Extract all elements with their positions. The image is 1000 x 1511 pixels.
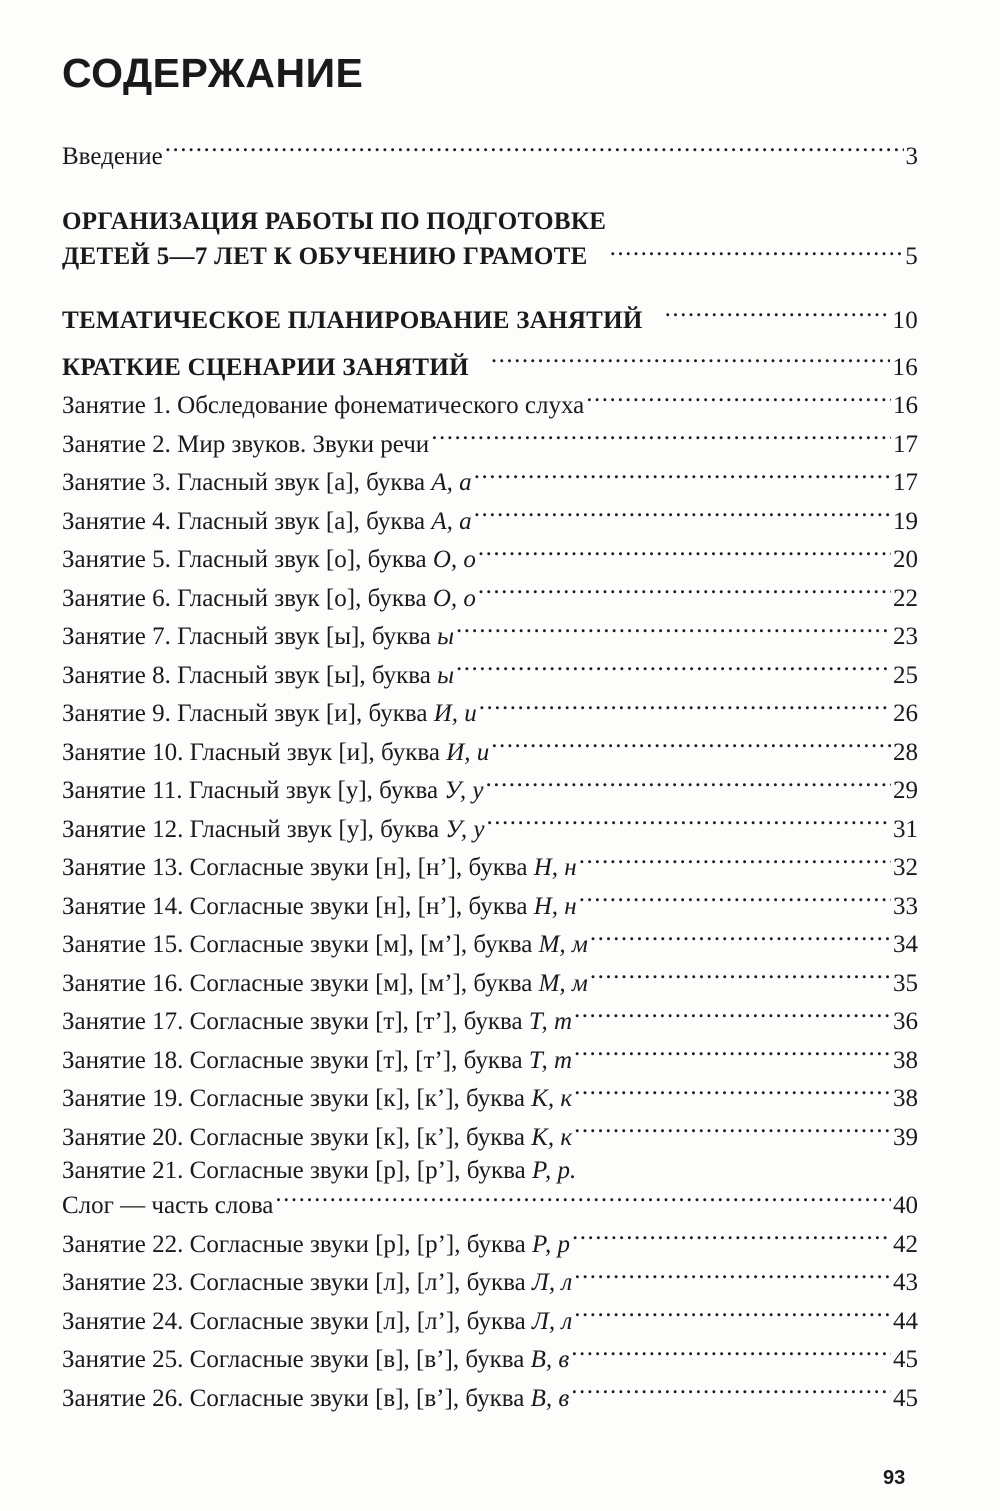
toc-entry-page: 16	[892, 353, 918, 381]
toc-section-line2	[62, 237, 918, 269]
toc-entry-label: Занятие 14. Согласные звуки [н], [н’], буква Н, н	[62, 892, 577, 920]
toc-entry-page: 20	[893, 546, 918, 573]
toc-entry-label: Занятие 7. Гласный звук [ы], буква ы	[62, 623, 455, 650]
toc-entry-label: Занятие 16. Согласные звуки [м], [м’], буква М, м	[62, 969, 588, 997]
toc-entry-label: Занятие 20. Согласные звуки [к], [к’], буква К, к	[62, 1123, 573, 1151]
toc-entry-label: Занятие 13. Согласные звуки [н], [н’], буква Н, н	[62, 854, 577, 881]
dot-leader	[579, 886, 891, 914]
toc-section-label: КРАТКИЕ СЦЕНАРИИ ЗАНЯТИЙ	[62, 353, 469, 381]
toc-entry-label: Занятие 15. Согласные звуки [м], [м’], буква М, м	[62, 931, 588, 958]
letter-pair: ы	[437, 623, 455, 650]
toc-lesson-entry	[62, 1117, 918, 1156]
dot-leader	[571, 1378, 891, 1406]
dot-leader	[456, 655, 891, 683]
toc-lesson-entry	[62, 424, 918, 463]
page-title: СОДЕРЖАНИЕ	[62, 50, 364, 96]
letter-pair: М, м	[538, 931, 588, 958]
toc-lesson-entry	[62, 1002, 918, 1041]
toc-entry-page: 36	[893, 1008, 918, 1035]
letter-pair: И, и	[433, 700, 477, 727]
toc-entry-intro	[62, 136, 918, 175]
letter-pair: В, в	[530, 1346, 570, 1373]
letter-pair: О, о	[432, 584, 476, 612]
toc-entry-page: 17	[893, 469, 918, 496]
toc-entry-page: 34	[893, 931, 918, 958]
dot-leader	[574, 1040, 891, 1068]
toc-entry-page: 42	[893, 1230, 918, 1258]
toc-lesson-21-line1	[62, 1156, 918, 1186]
toc-entry-label: Занятие 21. Согласные звуки [р], [р’], буква Р, р.	[62, 1156, 577, 1184]
toc-section-scenarios	[62, 347, 918, 386]
letter-pair: ы	[437, 661, 455, 689]
toc-lesson-21-line2	[62, 1186, 918, 1225]
toc-entry-label: Занятие 23. Согласные звуки [л], [л’], буква Л, л	[62, 1269, 573, 1296]
toc-entry-page: 39	[893, 1123, 918, 1151]
toc-lesson-21	[62, 1156, 918, 1225]
toc-section-label: ТЕМАТИЧЕСКОЕ ПЛАНИРОВАНИЕ ЗАНЯТИЙ	[62, 307, 643, 334]
dot-leader	[275, 1186, 891, 1214]
dot-leader	[586, 386, 891, 414]
toc-section-label-line2: ДЕТЕЙ 5—7 ЛЕТ К ОБУЧЕНИЮ ГРАМОТЕ	[62, 243, 588, 270]
toc-lesson-entry	[62, 771, 918, 810]
dot-leader	[456, 617, 891, 645]
dot-leader	[474, 463, 891, 491]
toc-entry-page: 10	[892, 307, 918, 334]
toc-entry-page: 32	[893, 854, 918, 881]
letter-pair: У, у	[445, 815, 485, 843]
toc-entry-label: Занятие 10. Гласный звук [и], буква И, и	[62, 738, 490, 766]
toc-entry-label: Занятие 22. Согласные звуки [р], [р’], буква Р, р	[62, 1230, 571, 1258]
letter-pair: О, о	[432, 546, 476, 573]
toc-lesson-entry	[62, 925, 918, 964]
toc-entry-page: 40	[893, 1192, 918, 1219]
toc-entry-label: Занятие 24. Согласные звуки [л], [л’], буква Л, л	[62, 1307, 573, 1335]
toc-entry-page: 43	[893, 1269, 918, 1296]
toc-entry-label: Занятие 8. Гласный звук [ы], буква ы	[62, 661, 455, 689]
toc-entry-label: Занятие 5. Гласный звук [о], буква О, о	[62, 546, 476, 573]
letter-pair: Т, т	[528, 1046, 573, 1074]
letter-pair: И, и	[446, 738, 490, 766]
letter-pair: В, в	[530, 1384, 570, 1412]
letter-pair: М, м	[538, 969, 588, 997]
page-number: 93	[883, 1467, 906, 1489]
toc-lesson-entry	[62, 1263, 918, 1302]
toc-section-label-line1: ОРГАНИЗАЦИЯ РАБОТЫ ПО ПОДГОТОВКЕ	[62, 207, 607, 235]
dot-leader	[574, 1117, 891, 1145]
dot-leader	[574, 1002, 891, 1030]
toc-entry-label: Занятие 9. Гласный звук [и], буква И, и	[62, 700, 477, 727]
toc-entry-label: Занятие 12. Гласный звук [у], буква У, у	[62, 815, 485, 843]
toc-lesson-entry	[62, 1079, 918, 1118]
toc-entry-page: 5	[905, 243, 918, 270]
toc-lesson-entry	[62, 617, 918, 656]
dot-leader	[491, 732, 891, 760]
toc-entry-page: 16	[893, 392, 918, 419]
letter-pair: К, к	[531, 1085, 573, 1112]
toc-entry-page: 45	[893, 1346, 918, 1373]
letter-pair: Н, н	[533, 854, 577, 881]
dot-leader	[572, 1224, 891, 1252]
dot-leader	[486, 809, 891, 837]
letter-pair: К, к	[531, 1123, 573, 1151]
toc-entry-page: 3	[905, 142, 918, 170]
toc-entry-page: 38	[893, 1046, 918, 1074]
dot-leader	[571, 1340, 891, 1368]
letter-pair: Р, р.	[531, 1156, 577, 1184]
dot-leader	[479, 694, 891, 722]
toc-entry-page: 35	[893, 969, 918, 997]
letter-pair: Р, р	[531, 1230, 571, 1258]
letter-pair: У, у	[444, 777, 484, 804]
toc-entry-page: 28	[893, 738, 918, 766]
toc-lesson-entry	[62, 1378, 918, 1417]
dot-leader	[474, 501, 891, 529]
toc-lesson-entry	[62, 963, 918, 1002]
toc-lesson-entry	[62, 809, 918, 848]
letter-pair: Л, л	[531, 1307, 573, 1335]
toc-entry-page: 25	[893, 661, 918, 689]
toc-lesson-entry	[62, 1224, 918, 1263]
toc-entry-label: Занятие 11. Гласный звук [у], буква У, у	[62, 777, 484, 804]
letter-pair: А, а	[431, 507, 472, 535]
dot-leader	[574, 1263, 891, 1291]
toc-lesson-entry	[62, 386, 918, 425]
toc-lesson-entry	[62, 1340, 918, 1379]
toc-lesson-entry	[62, 1040, 918, 1079]
toc-entry-label: Занятие 25. Согласные звуки [в], [в’], буква В, в	[62, 1346, 570, 1373]
dot-leader	[491, 347, 891, 375]
toc-lesson-entry	[62, 848, 918, 887]
dot-leader	[478, 540, 891, 568]
toc-entry-label: Занятие 17. Согласные звуки [т], [т’], буква Т, т	[62, 1008, 573, 1035]
toc-entry-label: Занятие 26. Согласные звуки [в], [в’], буква В, в	[62, 1384, 570, 1412]
toc-lesson-entry	[62, 501, 918, 540]
toc-entry-page: 44	[893, 1307, 918, 1335]
toc-lesson-entry	[62, 1301, 918, 1340]
toc-entry-label: Занятие 2. Мир звуков. Звуки речи	[62, 430, 430, 458]
dot-leader	[579, 848, 891, 876]
dot-leader	[610, 237, 904, 265]
letter-pair: Л, л	[531, 1269, 573, 1296]
toc-entry-label: Занятие 19. Согласные звуки [к], [к’], буква К, к	[62, 1085, 573, 1112]
toc-entry-label: Занятие 4. Гласный звук [а], буква А, а	[62, 507, 472, 535]
letter-pair: А, а	[431, 469, 472, 496]
toc-entry-page: 17	[893, 430, 918, 458]
toc-lesson-entry	[62, 886, 918, 925]
dot-leader	[478, 578, 891, 606]
dot-leader	[590, 925, 891, 953]
toc-lesson-entry	[62, 540, 918, 579]
toc-section-organization	[62, 207, 918, 269]
toc-section-planning	[62, 301, 918, 340]
toc-lesson-entry	[62, 578, 918, 617]
toc-entry-page: 23	[893, 623, 918, 650]
dot-leader	[165, 136, 904, 164]
toc-lesson-entry	[62, 463, 918, 502]
dot-leader	[590, 963, 891, 991]
toc-entry-label: Занятие 6. Гласный звук [о], буква О, о	[62, 584, 476, 612]
dot-leader	[431, 424, 891, 452]
toc-lesson-entry	[62, 694, 918, 733]
toc-entry-page: 33	[893, 892, 918, 920]
table-of-contents	[62, 136, 918, 1417]
toc-lesson-entry	[62, 732, 918, 771]
toc-entry-label: Занятие 18. Согласные звуки [т], [т’], буква Т, т	[62, 1046, 573, 1074]
toc-entry-page: 31	[893, 815, 918, 843]
toc-entry-page: 38	[893, 1085, 918, 1112]
dot-leader	[486, 771, 891, 799]
toc-entry-page: 45	[893, 1384, 918, 1412]
dot-leader	[574, 1079, 891, 1107]
toc-entry-page: 29	[893, 777, 918, 804]
toc-entry-page: 22	[893, 584, 918, 612]
dot-leader	[574, 1301, 891, 1329]
toc-entry-page: 26	[893, 700, 918, 727]
toc-entry-label: Введение	[62, 142, 163, 170]
letter-pair: Н, н	[533, 892, 577, 920]
toc-entry-label: Занятие 1. Обследование фонематического слуха	[62, 392, 585, 419]
toc-lesson-entry	[62, 655, 918, 694]
toc-entry-label: Слог — часть слова	[62, 1192, 274, 1219]
letter-pair: Т, т	[528, 1008, 573, 1035]
toc-entry-label: Занятие 3. Гласный звук [а], буква А, а	[62, 469, 472, 496]
toc-entry-page: 19	[893, 507, 918, 535]
dot-leader	[665, 301, 891, 329]
